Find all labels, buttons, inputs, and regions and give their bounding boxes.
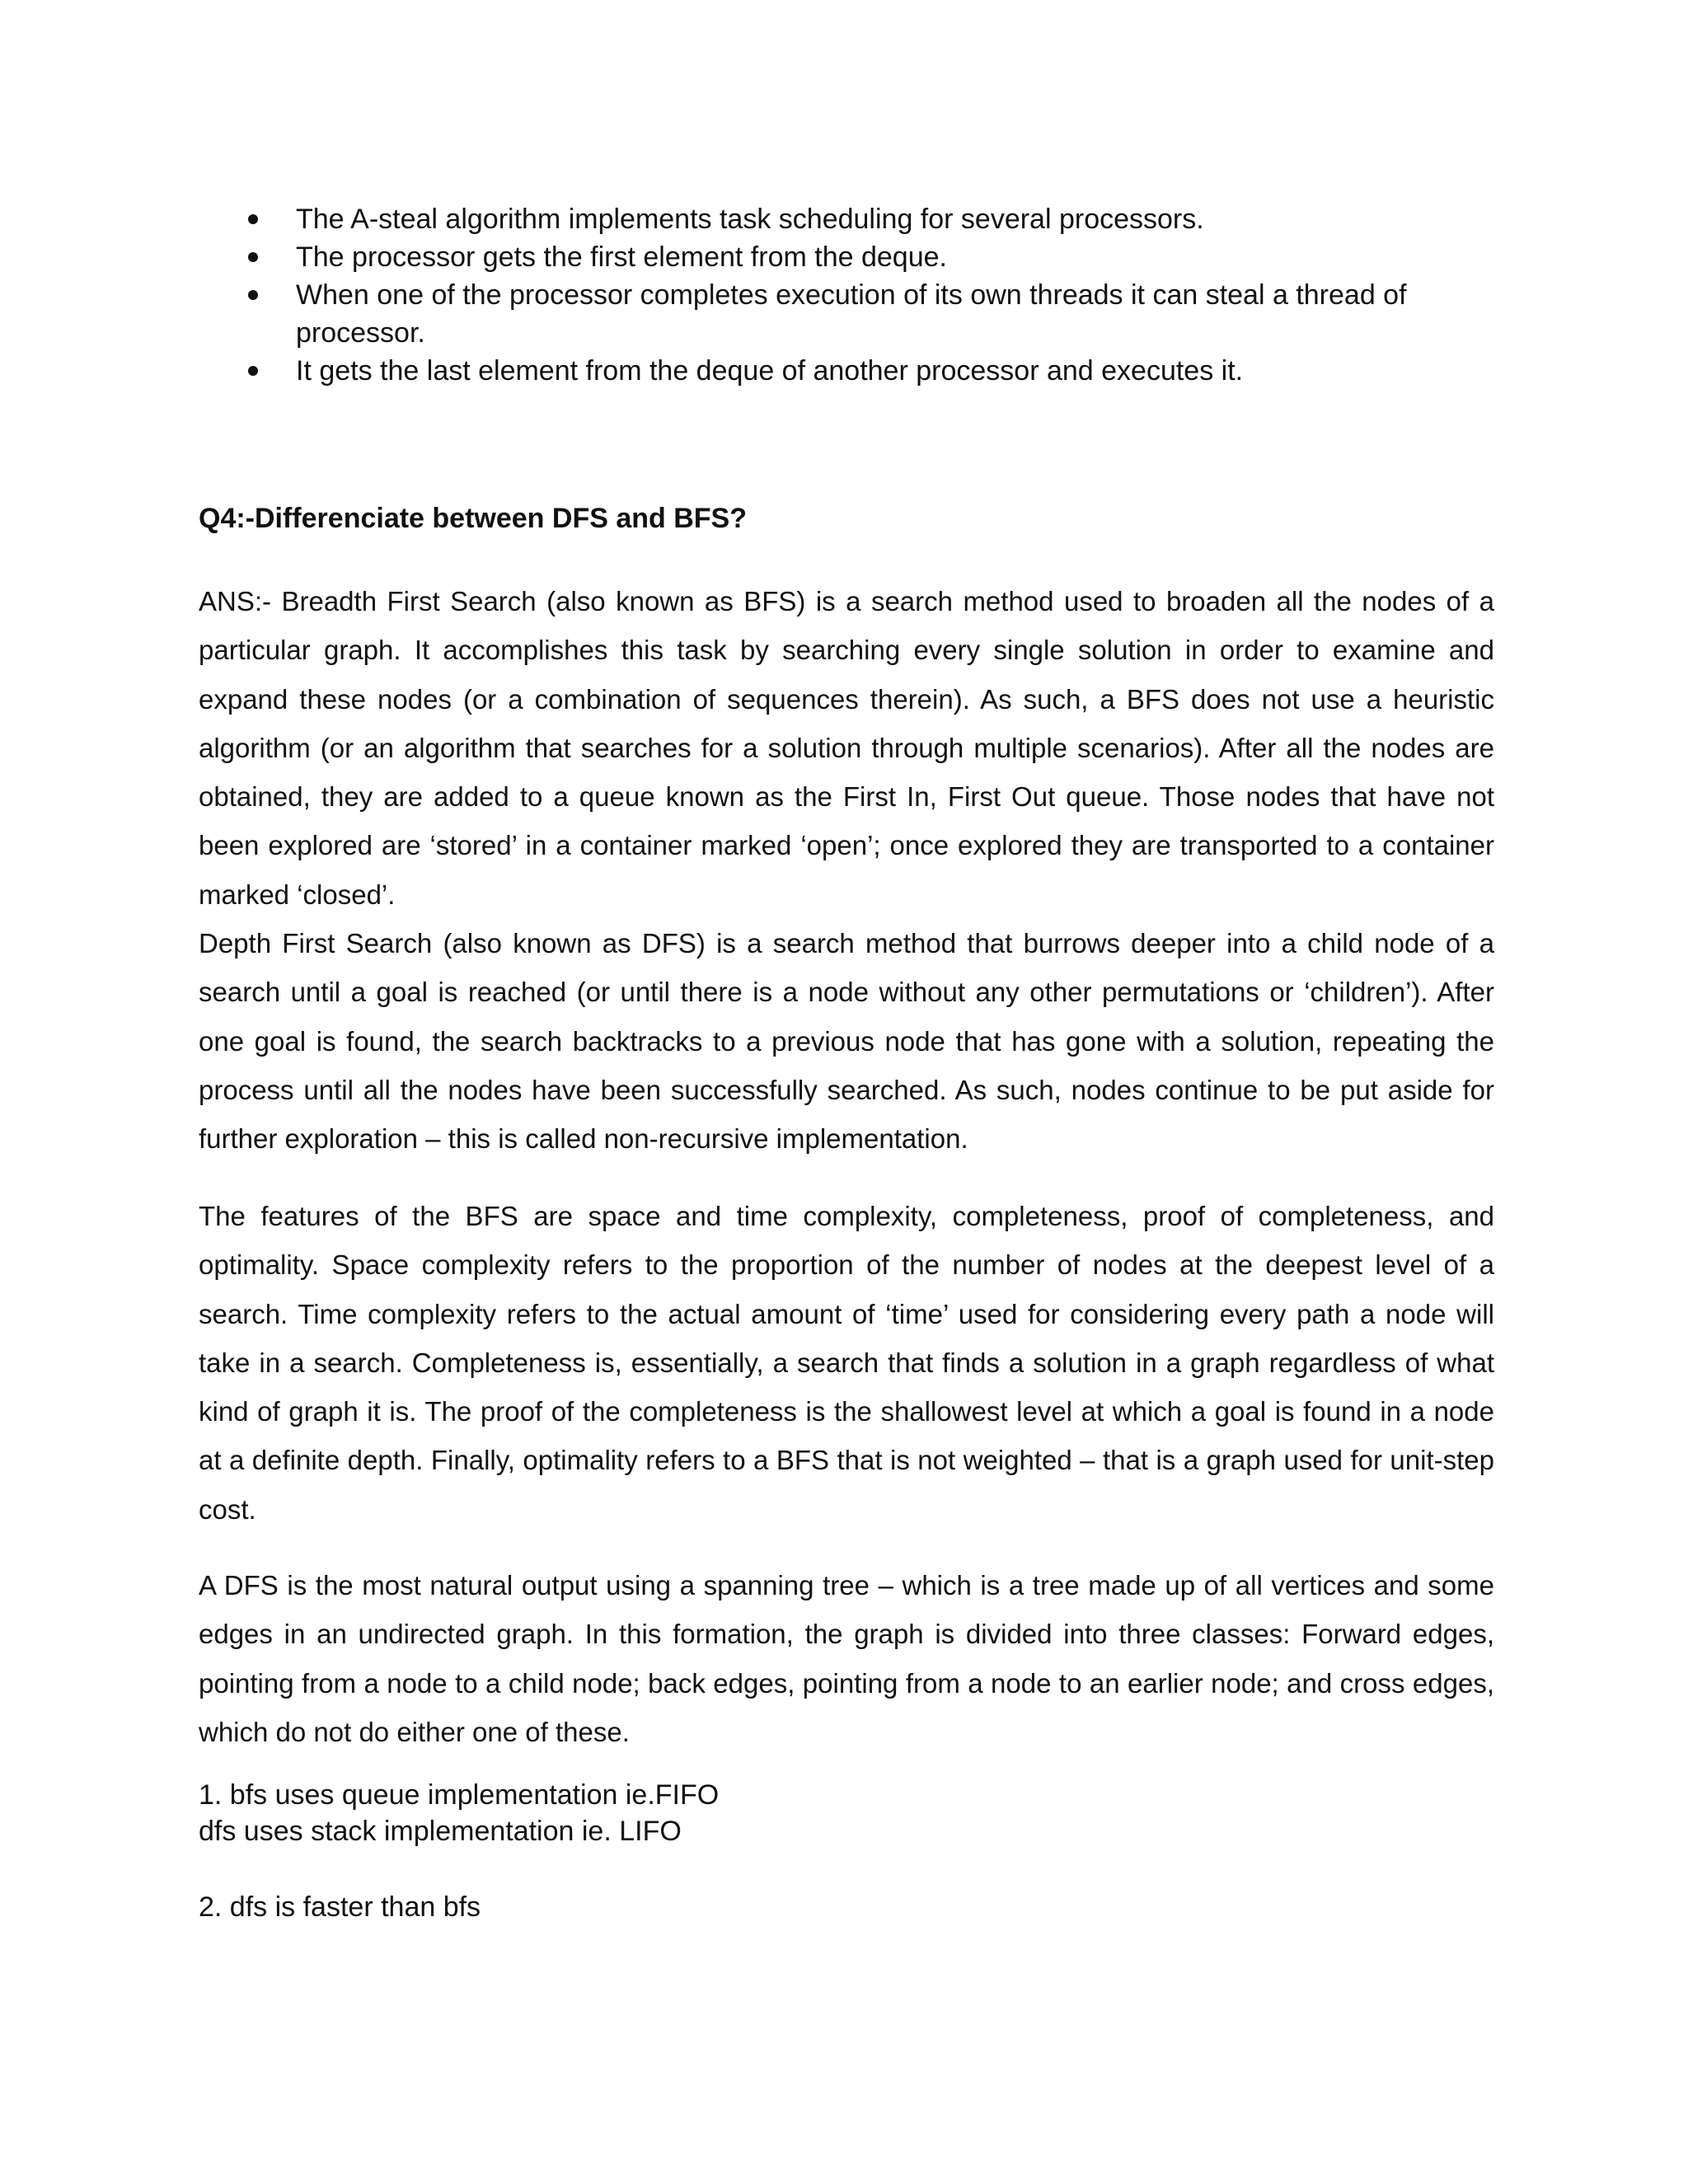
point-one-line-one: 1. bfs uses queue implementation ie.FIFO [199, 1779, 720, 1811]
bullet-text: The A-steal algorithm implements task scheduling for several processors. [296, 204, 1204, 235]
bullet-text: When one of the processor completes execution of its own threads it can steal a thread of processor. [296, 279, 1407, 349]
bullet-item [248, 276, 1468, 352]
bullet-text: It gets the last element from the deque of another processor and executes it. [296, 355, 1244, 387]
bullet-item [248, 200, 1468, 238]
dfs-paragraph: Depth First Search (also known as DFS) is a search method that burrows deeper into a child node of a search until a goal is reached (or until there is a node without any other permutations or ‘children’). After one goal is found, the search backtracks to a previous node that has gone with a solution, repeating the process until all the nodes have been successfully searched. As such, nodes continue to be put aside for further exploration – this is called non-recursive implementation. [199, 928, 1494, 1155]
bullet-icon [248, 252, 258, 262]
bullet-item [248, 352, 1468, 390]
features-paragraph: The features of the BFS are space and time complexity, completeness, proof of completeness, and optimality. Space complexity refers to the proportion of the number of nodes at the deepest level of a search. Time complexity refers to the actual amount of ‘time’ used for considering every path a node will take in a search. Completeness is, essentially, a search that finds a solution in a graph regardless of what kind of graph it is. The proof of the completeness is the shallowest level at which a goal is found in a node at a definite depth. Finally, optimality refers to a BFS that is not weighted – that is a graph used for unit-step cost. [199, 1201, 1494, 1525]
bullet-text: The processor gets the first element from the deque. [296, 241, 947, 273]
spanning-tree-paragraph: A DFS is the most natural output using a spanning tree – which is a tree made up of all vertices and some edges in an undirected graph. In this formation, the graph is divided into three classes: Forward edges, pointing from a node to a child node; back edges, pointing from a node to an earlier node; and cross edges, which do not do either one of these. [199, 1570, 1494, 1747]
point-two: 2. dfs is faster than bfs [199, 1891, 481, 1923]
bfs-paragraph: ANS:- Breadth First Search (also known as BFS) is a search method used to broaden all the nodes of a particular graph. It accomplishes this task by searching every single solution in order to examine and expand these nodes (or a combination of sequences therein). As such, a BFS does not use a heuristic algorithm (or an algorithm that searches for a solution through multiple scenarios). After all the nodes are obtained, they are added to a queue known as the First In, First Out queue. Those nodes that have not been explored are ‘stored’ in a container marked ‘open’; once explored they are transported to a container marked ‘closed’. [199, 586, 1494, 910]
question-heading: Q4:-Differenciate between DFS and BFS? [199, 503, 747, 534]
bullet-item [248, 238, 1468, 276]
bullet-icon [248, 366, 258, 376]
bullet-icon [248, 214, 258, 224]
bullet-icon [248, 290, 258, 300]
point-one-line-two: dfs uses stack implementation ie. LIFO [199, 1816, 682, 1847]
answer-block [199, 577, 1494, 1164]
bullet-list [248, 200, 1468, 390]
